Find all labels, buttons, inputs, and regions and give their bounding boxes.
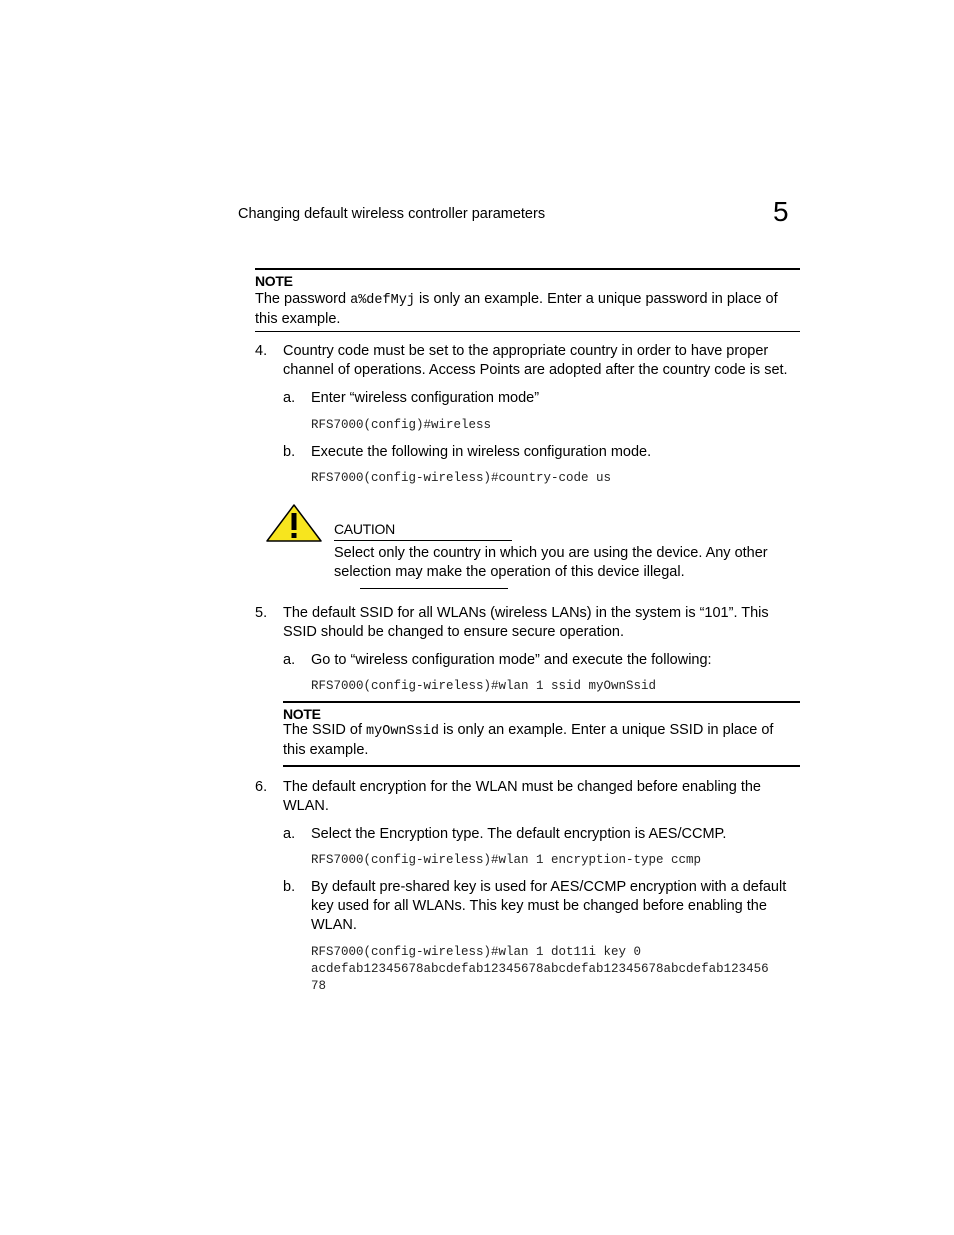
note-bottom-rule [283,765,800,767]
step-text-line: Country code must be set to the appropriate country in order to have proper [283,343,769,359]
code-line: RFS7000(config-wireless)#wlan 1 encryption-type ccmp [311,853,702,867]
note-text-after: is only an example. Enter a unique password in place of [414,291,778,307]
substep-text-line: By default pre-shared key is used for AES/CCMP encryption with a default [311,879,787,895]
password-example-code: a%defMyj [350,293,415,308]
step-number: 5. [255,605,268,621]
note-top-rule [283,701,800,703]
substep-letter: b. [283,444,296,460]
caution-bottom-rule [360,588,508,589]
step-number: 4. [255,343,268,359]
step-text-line: The default SSID for all WLANs (wireless LANs) in the system is “101”. This [283,605,769,621]
caution-top-rule [334,540,512,541]
code-line: RFS7000(config-wireless)#wlan 1 ssid myOwnSsid [311,679,657,693]
substep-text: Enter “wireless configuration mode” [311,390,540,406]
caution-label: CAUTION [334,521,395,537]
code-line: acdefab12345678abcdefab12345678abcdefab12345678abcdefab123456 [311,962,769,976]
note-text-before: The SSID of [283,722,367,738]
substep-text: Select the Encryption type. The default encryption is AES/CCMP. [311,826,727,842]
step-number: 6. [255,779,268,795]
step-text-line: WLAN. [283,798,329,814]
caution-text-line: Select only the country in which you are using the device. Any other [334,545,768,561]
step-text [283,342,803,380]
substep-letter: a. [283,826,296,842]
substep-letter: a. [283,390,296,406]
step-text [283,604,803,642]
note-text-after: is only an example. Enter a unique SSID in place of [438,722,774,738]
code-block [311,944,769,995]
note-text-before: The password [255,291,351,307]
note-text [255,290,800,329]
step-text-line: The default encryption for the WLAN must be changed before enabling the [283,779,761,795]
substep-text-line: key used for all WLANs. This key must be changed before enabling the [311,898,767,914]
substep-text: Go to “wireless configuration mode” and execute the following: [311,652,712,668]
note-text-line2: this example. [255,311,341,327]
substep-text [311,878,806,935]
section-title: Changing default wireless controller parameters [238,206,546,222]
warning-triangle-icon [265,503,323,543]
substep-text: Execute the following in wireless configuration mode. [311,444,652,460]
code-line: 78 [311,979,327,993]
note-text [283,721,800,760]
note-text-line2: this example. [283,742,369,758]
substep-text-line: WLAN. [311,917,357,933]
step-text-line: SSID should be changed to ensure secure operation. [283,624,624,640]
note-label: NOTE [255,273,293,289]
code-line: RFS7000(config-wireless)#wlan 1 dot11i key 0 [311,945,642,959]
code-line: RFS7000(config-wireless)#country-code us [311,471,612,485]
note-bottom-rule [255,331,800,332]
note-label: NOTE [283,706,321,722]
ssid-example-code: myOwnSsid [366,724,439,739]
substep-letter: a. [283,652,296,668]
caution-text-line: selection may make the operation of this device illegal. [334,564,685,580]
step-text-line: channel of operations. Access Points are adopted after the country code is set. [283,362,788,378]
step-text [283,778,803,816]
substep-letter: b. [283,879,296,895]
note-top-rule [255,268,800,270]
caution-text [334,544,804,582]
chapter-number: 5 [773,196,789,227]
code-line: RFS7000(config)#wireless [311,418,492,432]
